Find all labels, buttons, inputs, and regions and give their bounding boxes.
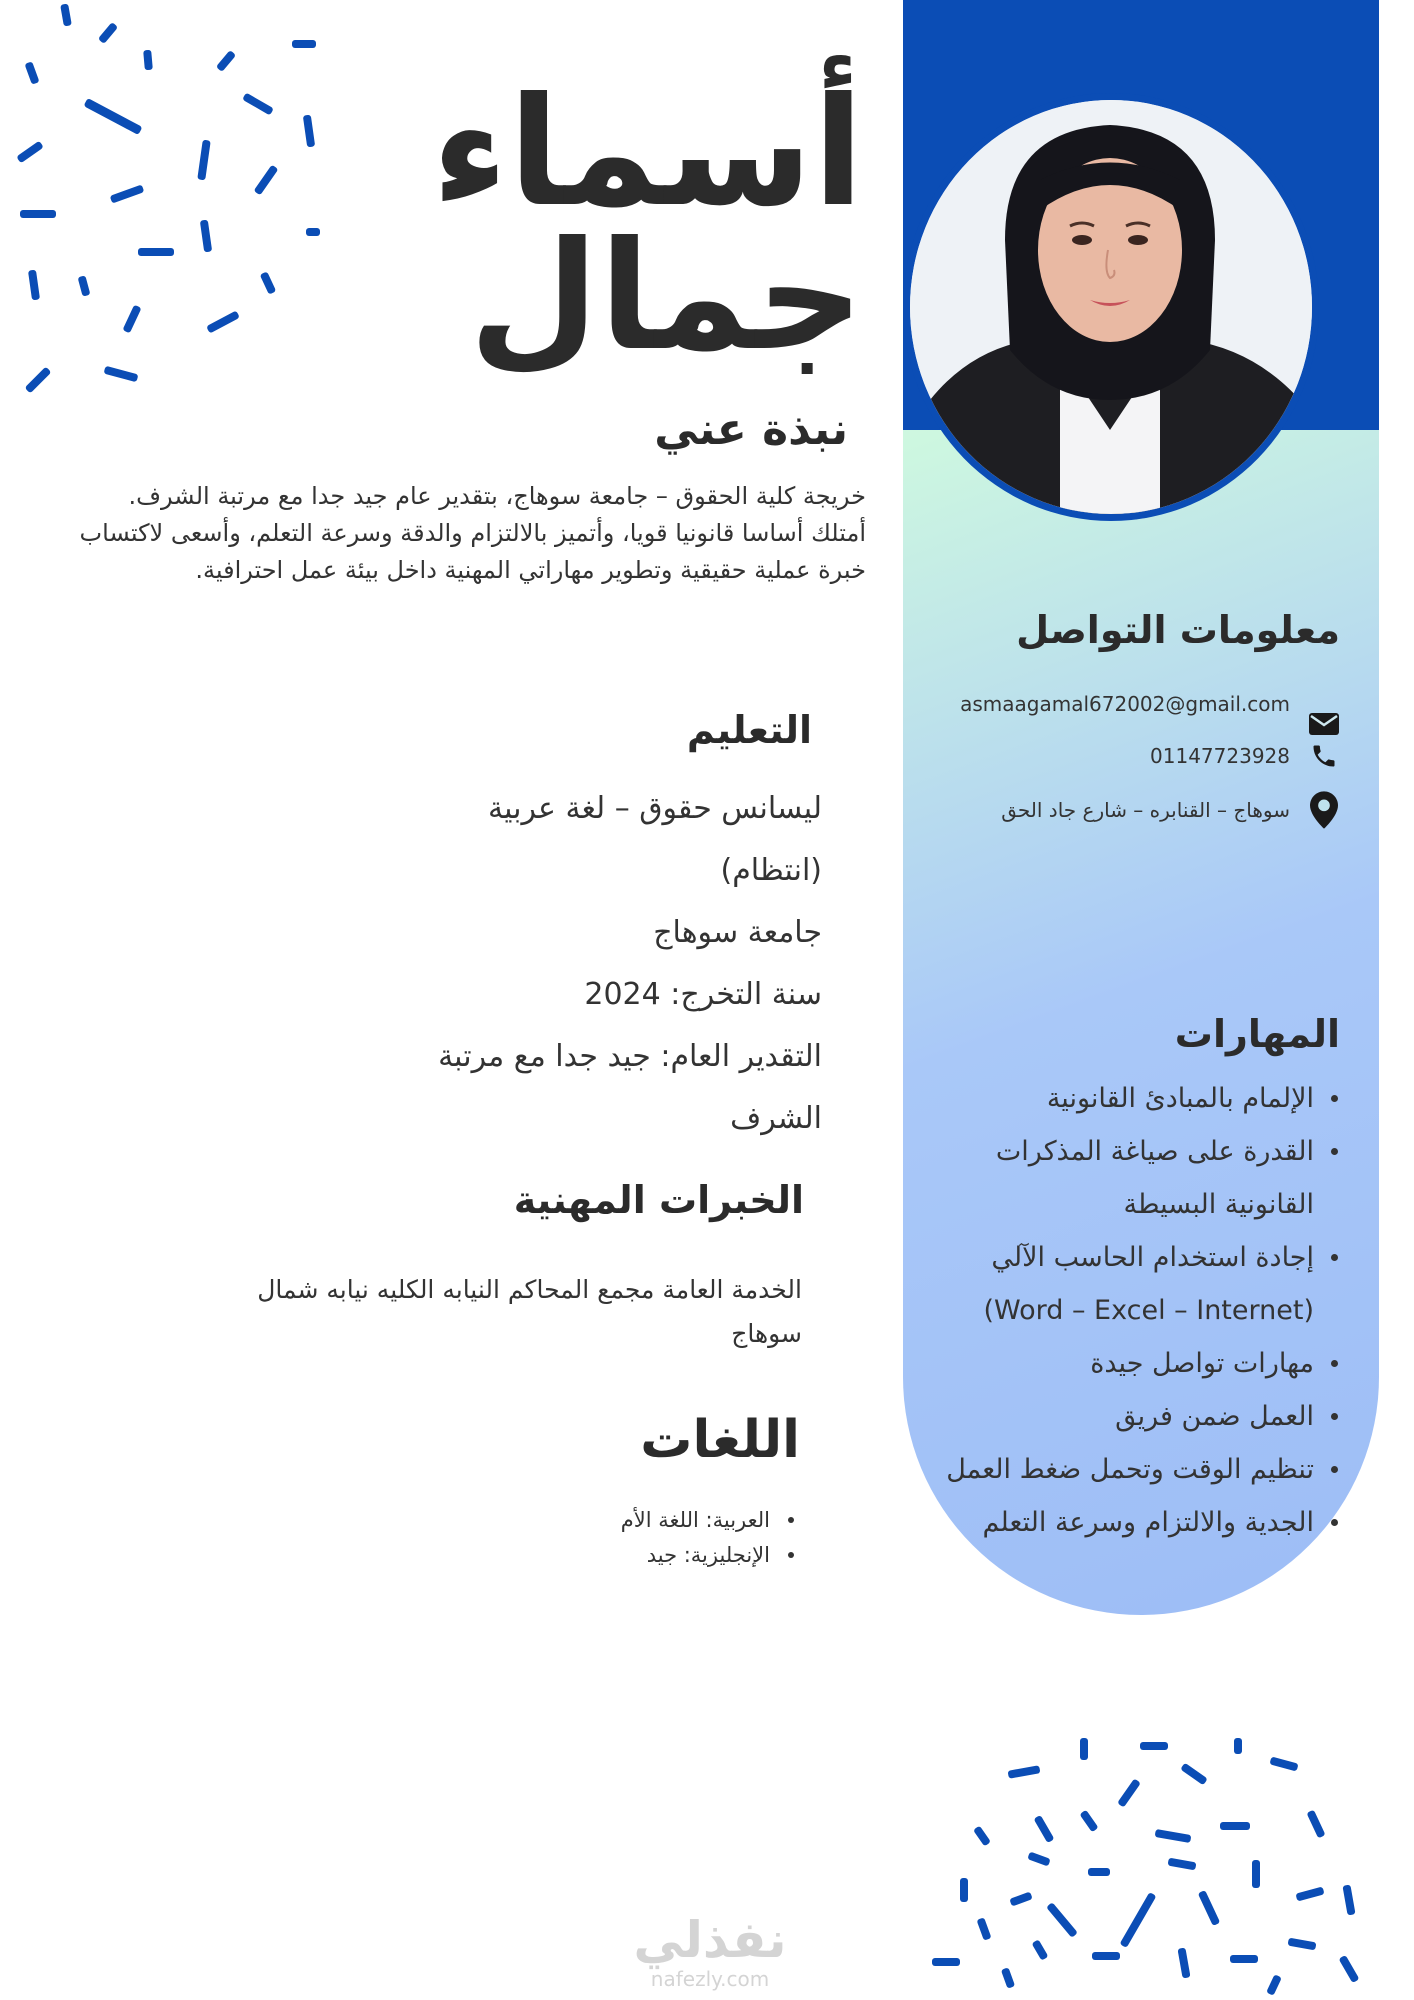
education-item: ليسانس حقوق – لغة عربية [488, 791, 822, 826]
contact-title: معلومات التواصل [1016, 608, 1340, 652]
about-text: خريجة كلية الحقوق – جامعة سوهاج، بتقدير عام جيد جدا مع مرتبة الشرف. أمتلك أساسا قانونيا قويا، وأتميز بالالتزام والدقة وسرعة التعلم، وأسعى لاكتساب خبرة عملية حقيقية وتطوير مهاراتي المهنية داخل بيئة عمل احترافية. [79, 482, 866, 584]
watermark-arabic: نفذلي [633, 1911, 787, 1969]
experience-title: الخبرات المهنية [513, 1178, 804, 1222]
skill-item: الإلمام بالمبادئ القانونية [904, 1072, 1340, 1125]
language-item: العربية: اللغة الأم [396, 1503, 796, 1538]
profile-portrait-illustration [910, 100, 1312, 514]
watermark-latin: nafezly.com [650, 1967, 770, 1991]
envelope-icon [1308, 708, 1340, 740]
skill-item: تنظيم الوقت وتحمل ضغط العمل [904, 1443, 1340, 1496]
profile-photo [910, 100, 1312, 514]
skill-item: القدرة على صياغة المذكرات القانونية البسيطة [904, 1125, 1340, 1231]
skill-item: الجدية والالتزام وسرعة التعلم [904, 1496, 1340, 1549]
languages-title: اللغات [640, 1410, 800, 1470]
education-item: (انتظام) [720, 853, 822, 888]
contact-email-row [960, 668, 1340, 740]
about-title: نبذة عني [654, 404, 848, 455]
skills-title: المهارات [1174, 1012, 1340, 1056]
language-item: الإنجليزية: جيد [396, 1538, 796, 1573]
skill-item: مهارات تواصل جيدة [904, 1337, 1340, 1390]
education-item: جامعة سوهاج [653, 915, 822, 950]
education-item: الشرف [730, 1101, 822, 1136]
contact-email[interactable]: asmaagamal672002@gmail.com [960, 692, 1290, 716]
skills-list [904, 1072, 1340, 1549]
phone-icon [1308, 740, 1340, 772]
skill-item: إجادة استخدام الحاسب الآلي (Word – Excel – Internet) [904, 1231, 1340, 1337]
name-last: جمال [468, 210, 864, 384]
education-title: التعليم [686, 708, 812, 752]
education-list [262, 778, 822, 1150]
skill-item: العمل ضمن فريق [904, 1390, 1340, 1443]
experience-text: الخدمة العامة مجمع المحاكم النيابه الكليه نيابه شمال سوهاج [257, 1275, 802, 1348]
contact-phone-row [1150, 740, 1340, 772]
education-item: سنة التخرج: 2024 [584, 977, 822, 1012]
education-item: التقدير العام: جيد جدا مع مرتبة [438, 1039, 822, 1074]
contact-address: سوهاج – القنابره – شارع جاد الحق [1001, 798, 1290, 822]
location-pin-icon [1308, 790, 1340, 830]
contact-phone[interactable]: 01147723928 [1150, 744, 1290, 768]
contact-address-row [1001, 790, 1340, 830]
languages-list [396, 1503, 796, 1573]
name-first: أسماء [431, 66, 864, 240]
watermark [620, 1911, 800, 1991]
